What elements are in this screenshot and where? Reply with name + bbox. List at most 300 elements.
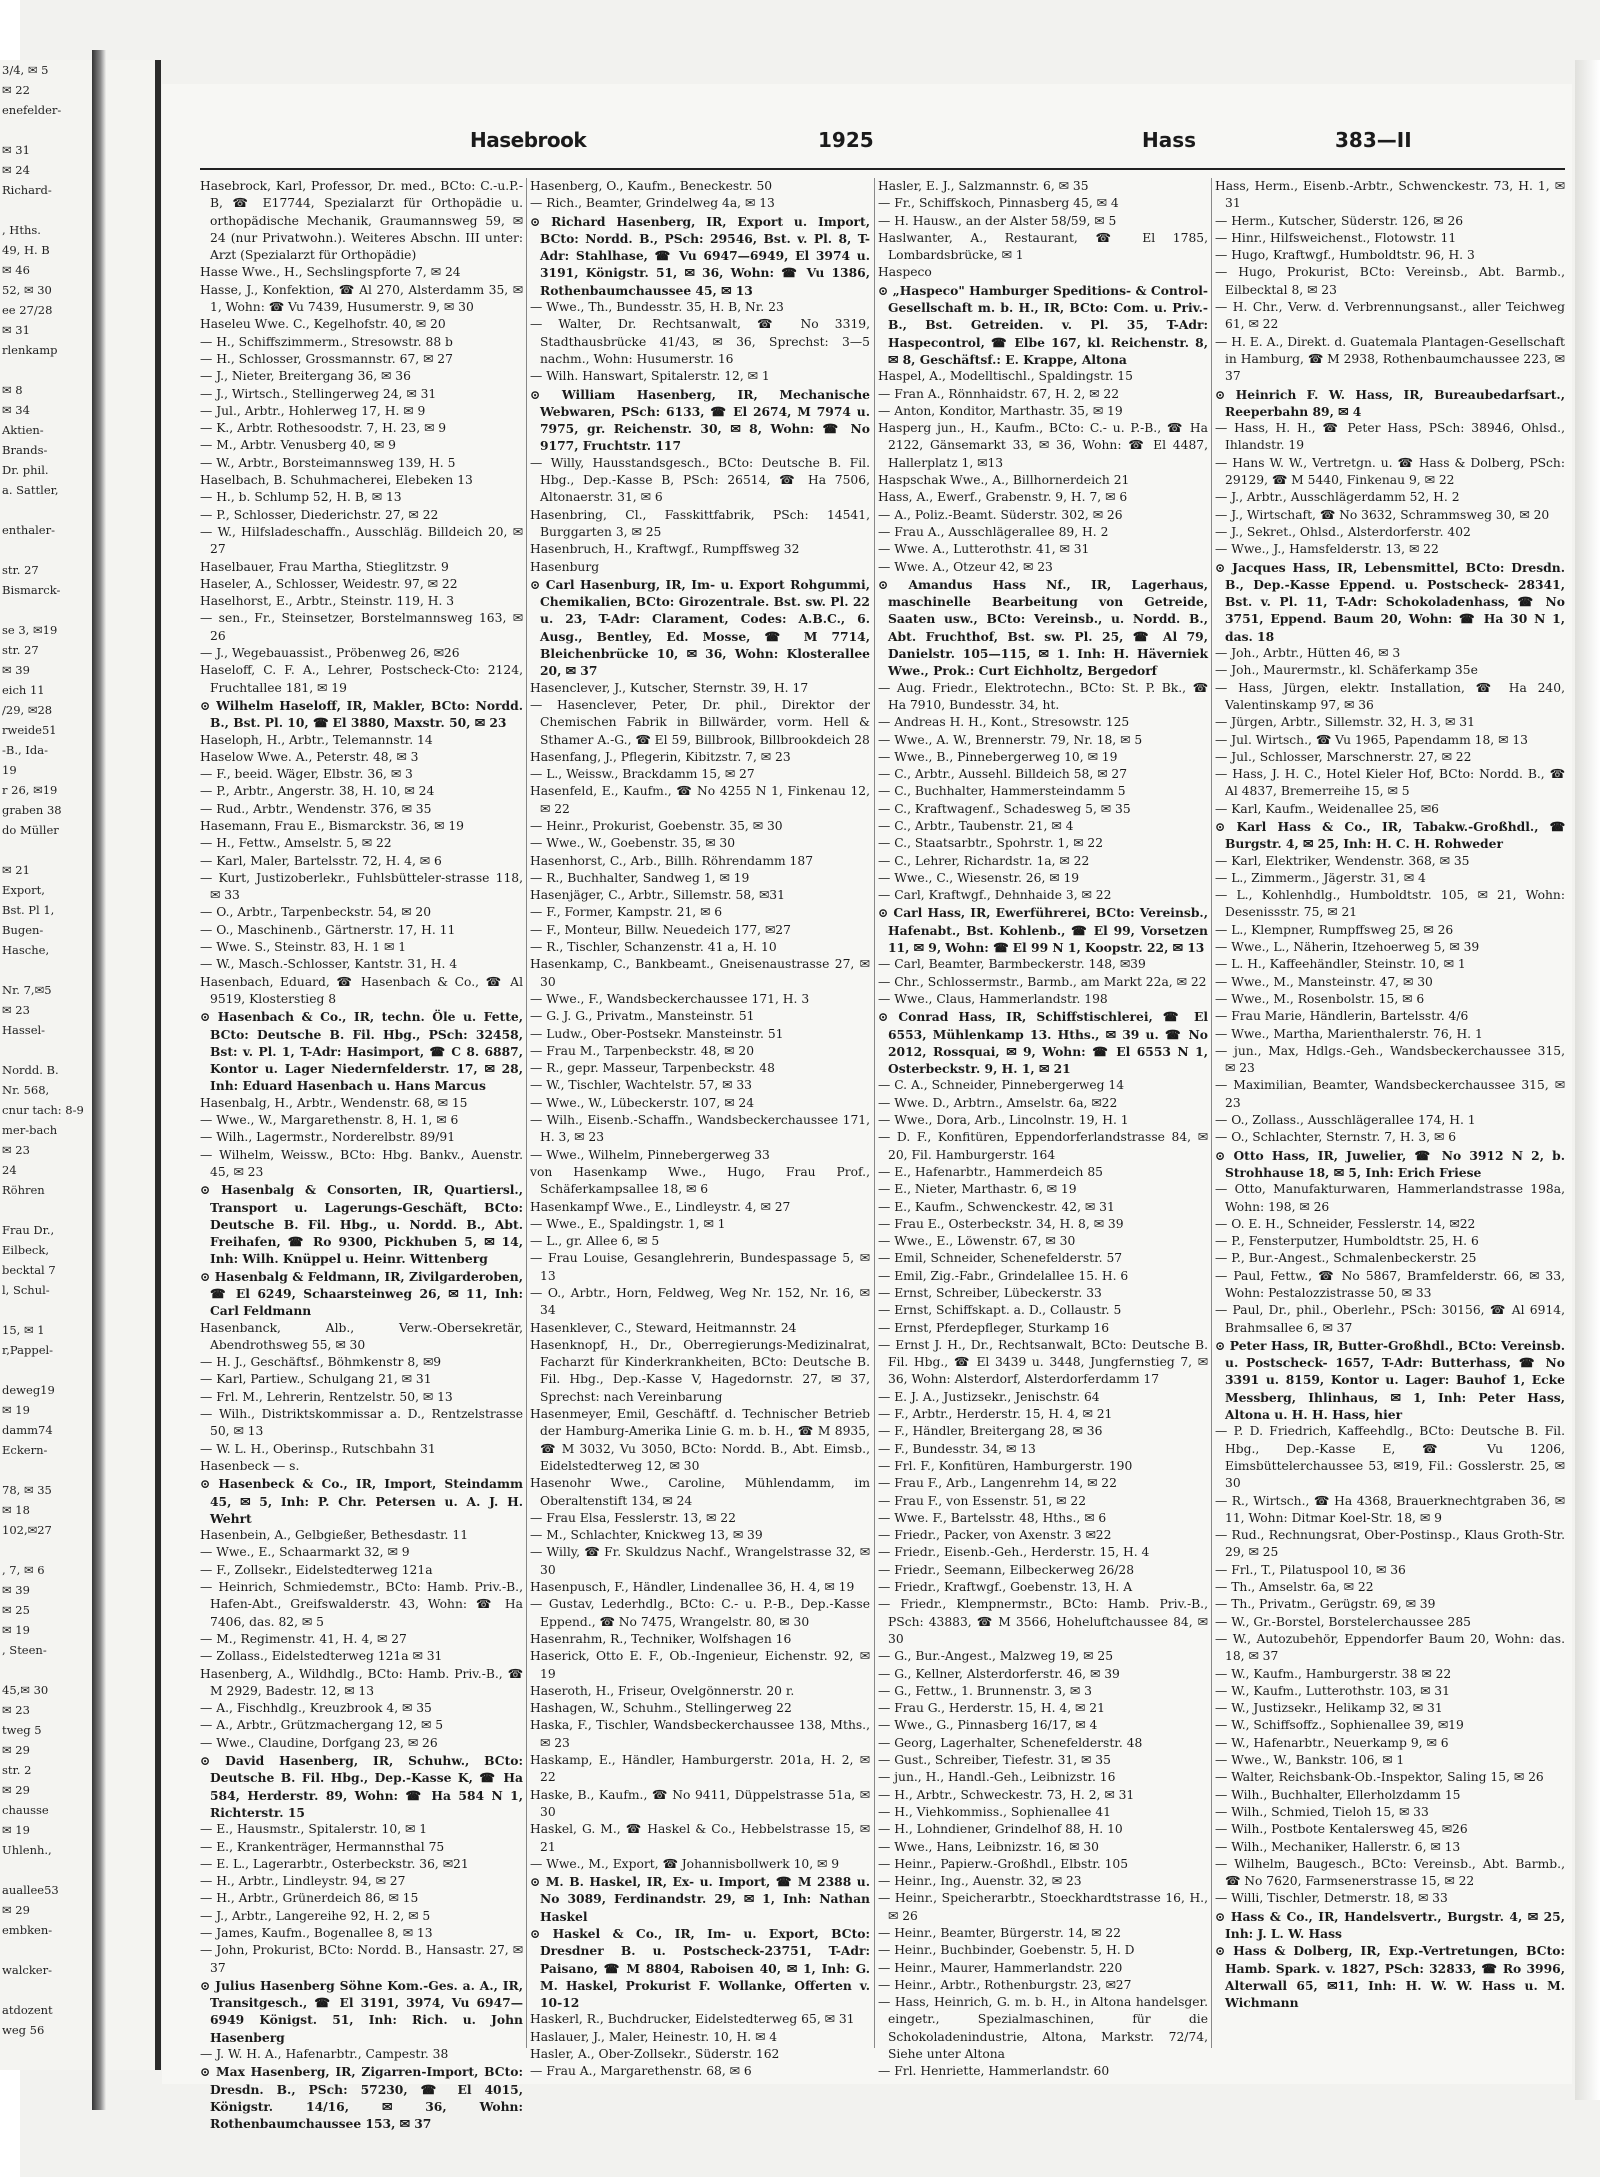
directory-entry: — Hugo, Kraftwgf., Humboldtstr. 96, H. 3 [1215, 248, 1475, 263]
directory-entry: — Wwe., E., Löwenstr. 67, ✉ 30 [878, 1234, 1076, 1249]
directory-entry: — Frl. F., Konfitüren, Hamburgerstr. 190 [878, 1458, 1133, 1473]
directory-entry: Hasler, A., Ober-Zollsekr., Süderstr. 162 [530, 2047, 780, 2062]
directory-entry: ⊙ Hass & Dolberg, IR, Exp.-Vertretungen, BCto: Hamb. Spark. v. 1827, PSch: 32833, ☎ Ro 3996, Alterwall 65, ✉11, Inh: H. W. W. Hass u. M. Wichmann [1215, 1943, 1565, 2011]
directory-entry: — O., Zollass., Ausschlägerallee 174, H. 1 [1215, 1113, 1476, 1128]
directory-entry: — Willy, Hausstandsgesch., BCto: Deutsche B. Fil. Hbg., Dep.-Kasse B, PSch: 26514, ☎ Ha 7506, Altonaerstr. 31, ✉ 6 [530, 455, 870, 505]
left-page-line [0, 360, 155, 380]
directory-entry: Haskel, G. M., ☎ Haskel & Co., Hebbelstrasse 15, ✉ 21 [530, 1822, 870, 1854]
directory-entry: — Friedr., Kraftwgf., Goebenstr. 13, H. A [878, 1580, 1133, 1595]
directory-entry: Hasse, J., Konfektion, ☎ Al 270, Alsterdamm 35, ✉ 1, Wohn: ☎ Vu 7439, Husumerstr. 9, ✉ 30 [200, 282, 523, 315]
directory-entry: — Maximilian, Beamter, Wandsbeckerchaussee 315, ✉ 23 [1215, 1078, 1565, 1110]
column-3 [878, 178, 1208, 2079]
directory-entry: Hasperg jun., H., Kaufm., BCto: C.- u. P.-B., ☎ Ha 2122, Gänsemarkt 33, ✉ 36, Wohn: ☎ El 4487, Hallerplatz 1, ✉13 [878, 421, 1208, 470]
left-page-line: ✉ 39 [2, 663, 30, 677]
directory-entry: — W., Masch.-Schlosser, Kantstr. 31, H. 4 [200, 957, 458, 972]
column-divider [874, 178, 875, 2048]
directory-entry: ⊙ Hasenbeck & Co., IR, Import, Steindamm 45, ✉ 5, Inh: P. Chr. Petersen u. A. J. H. Wehrt [200, 1476, 523, 1526]
directory-entry: — Frau Elsa, Fesslerstr. 13, ✉ 22 [530, 1510, 736, 1525]
directory-entry: Haslauer, J., Maler, Heinestr. 10, H. ✉ 4 [530, 2029, 778, 2044]
directory-entry: Haserick, Otto E. F., Ob.-Ingenieur, Eichenstr. 92, ✉ 19 [530, 1649, 870, 1681]
left-page-line: do Müller [2, 823, 59, 837]
left-page-line: ✉ 18 [2, 1503, 30, 1517]
directory-entry: Hasenmeyer, Emil, Geschäftf. d. Technischer Betrieb der Hamburg-Amerika Linie G. m. b. H., ☎ M 8935, ☎ M 3032, Vu 3050, BCto: Nordd. B., Abt. Eimsb., Eidelstedterweg 12, ✉ 30 [530, 1407, 870, 1473]
left-page-line: eich 11 [2, 683, 45, 697]
directory-entry: — W., Autozubehör, Eppendorfer Baum 20, Wohn: das. 18, ✉ 37 [1215, 1631, 1565, 1664]
directory-entry: — Wilhelm, Weissw., BCto: Hbg. Bankv., Auenstr. 45, ✉ 23 [200, 1147, 523, 1179]
directory-entry: ⊙ Julius Hasenberg Söhne Kom.-Ges. a. A., IR, Transitgesch., ☎ El 3191, 3974, Vu 6947—6949 Königst. 51, Inh: Rich. u. John Hasenberg [200, 1977, 523, 2045]
directory-entry: Hasemann, Frau E., Bismarckstr. 36, ✉ 19 [200, 818, 464, 833]
directory-entry: Hasenklever, C., Steward, Heitmannstr. 24 [530, 1320, 797, 1335]
directory-entry: — P., Arbtr., Angerstr. 38, H. 10, ✉ 24 [200, 784, 435, 799]
directory-entry: — Hass, J. H. C., Hotel Kieler Hof, BCto: Nordd. B., ☎ Al 4837, Bremerreihe 15, ✉ 5 [1215, 767, 1565, 799]
left-page-line: ✉ 22 [2, 83, 30, 97]
directory-entry: Hasenbanck, Alb., Verw.-Obersekretär, Abendrothsweg 55, ✉ 30 [200, 1320, 523, 1352]
directory-entry: ⊙ Hasenbalg & Consorten, IR, Quartiersl., Transport u. Lagerungs-Geschäft, BCto: Deutsche B. Fil. Hbg., u. Nordd. B., Abt. Freihafen, ☎ Ro 9300, Pickhuben 5, ✉ 14, Inh: Wilh. Knüppel u. Heinr. Wittenberg [200, 1182, 523, 1267]
directory-entry: — Wwe., M., Rosenbolstr. 15, ✉ 6 [1215, 991, 1425, 1006]
left-page-line: 15, ✉ 1 [2, 1323, 45, 1337]
directory-entry: — F., Former, Kampstr. 21, ✉ 6 [530, 905, 723, 920]
directory-entry: — Wilh., Mechaniker, Hallerstr. 6, ✉ 13 [1215, 1839, 1461, 1854]
left-page-line: Bst. Pl 1, [2, 903, 55, 917]
left-page-line: Eilbeck, [2, 1243, 49, 1257]
directory-entry: — W., Hilfsladeschaffn., Ausschläg. Billdeich 20, ✉ 27 [200, 524, 523, 557]
left-page-line: embken- [2, 1923, 53, 1937]
directory-entry: Hasenbruch, H., Kraftwgf., Rumpffsweg 32 [530, 542, 800, 557]
directory-entry: — Hass, H. H., ☎ Peter Hass, PSch: 38946, Ohlsd., Ihlandstr. 19 [1215, 421, 1565, 453]
left-page-line [0, 1980, 155, 2000]
directory-entry: — P., Bur.-Angest., Schmalenbeckerstr. 25 [1215, 1251, 1477, 1266]
left-page-line: 52, ✉ 30 [2, 283, 52, 297]
directory-entry: — Frau Louise, Gesanglehrerin, Bundespassage 5, ✉ 13 [530, 1251, 870, 1283]
directory-entry: — H. Hausw., an der Alster 58/59, ✉ 5 [878, 213, 1117, 228]
directory-entry: Haskamp, E., Händler, Hamburgerstr. 201a, H. 2, ✉ 22 [530, 1753, 870, 1785]
directory-entry: — Karl, Kaufm., Weidenallee 25, ✉6 [1215, 801, 1439, 816]
directory-entry: — M., Regimenstr. 41, H. 4, ✉ 27 [200, 1631, 407, 1646]
directory-entry: — Frl. Henriette, Hammerlandstr. 60 [878, 2064, 1110, 2079]
directory-entry: ⊙ Peter Hass, IR, Butter-Großhdl., BCto: Vereinsb. u. Postscheck- 1657, T-Adr: Butterhass, ☎ No 3391 u. 8159, Kontor u. Lager: Bauhof 1, Ecke Messberg, Ihlinhaus, ✉ 1, Inh: Peter Hass, Altona u. H. H. Hass, hier [1215, 1337, 1565, 1423]
directory-entry: — H. J., Geschäftsf., Böhmkenstr 8, ✉9 [200, 1355, 442, 1370]
left-page-line: Eckern- [2, 1443, 48, 1457]
directory-entry: — Wwe., E., Schaarmarkt 32, ✉ 9 [200, 1545, 410, 1560]
left-page-line: mer-bach [2, 1123, 58, 1137]
directory-entry: — Frl. M., Lehrerin, Rentzelstr. 50, ✉ 13 [200, 1389, 453, 1404]
left-page-line [0, 200, 155, 220]
directory-entry: — J., Nieter, Breitergang 36, ✉ 36 [200, 369, 411, 384]
directory-entry: — K., Arbtr. Rothesoodstr. 7, H. 23, ✉ 9 [200, 421, 447, 436]
directory-entry: — C., Buchhalter, Hammersteindamm 5 [878, 784, 1126, 799]
directory-entry: Hasenohr Wwe., Caroline, Mühlendamm, im Oberaltenstift 134, ✉ 24 [530, 1476, 870, 1508]
directory-entry: — Wilh., Distriktskommissar a. D., Rentzelstrasse 50, ✉ 13 [200, 1407, 523, 1439]
directory-entry: ⊙ Carl Hass, IR, Ewerführerei, BCto: Vereinsb., Hafenabt., Bst. Kohlenb., ☎ El 99, Vorsetzen 11, ✉ 9, Wohn: ☎ El 99 N 1, Koopstr. 22, ✉ 13 [878, 905, 1208, 956]
directory-entry: — jun., Max, Hdlgs.-Geh., Wandsbeckerchaussee 315, ✉ 23 [1215, 1043, 1565, 1076]
left-page-line [0, 1660, 155, 1680]
directory-entry: — E., Nieter, Marthastr. 6, ✉ 19 [878, 1182, 1077, 1197]
left-page-line: a. Sattler, [2, 483, 59, 497]
directory-entry: — C., Arbtr., Aussehl. Billdeich 58, ✉ 27 [878, 767, 1128, 782]
directory-entry: — Walter, Dr. Rechtsanwalt, ☎ No 3319, Stadthausbrücke 41/43, ✉ 36, Sprechst: 3—5 nachm., Wohn: Husumerstr. 16 [530, 317, 870, 366]
directory-entry: — Hans W. W., Vertretgn. u. ☎ Hass & Dolberg, PSch: 29129, ☎ M 5440, Finkenau 9, ✉ 22 [1215, 455, 1565, 488]
directory-entry: — Rich., Beamter, Grindelweg 4a, ✉ 13 [530, 196, 775, 211]
directory-entry: Haseloph, H., Arbtr., Telemannstr. 14 [200, 732, 433, 747]
directory-entry: — James, Kaufm., Bogenallee 8, ✉ 13 [200, 1925, 433, 1940]
directory-entry: Hasenknopf, H., Dr., Oberregierungs-Medizinalrat, Facharzt für Kinderkrankheiten, BCto: Deutsche B. Fil. Hbg., Dep.-Kasse V, Hagedornstr. 27, ✉ 37, Sprechst: nach Vereinbarung [530, 1337, 870, 1404]
adjacent-page-fragment [0, 60, 161, 2070]
directory-entry: — F., Arbtr., Herderstr. 15, H. 4, ✉ 21 [878, 1407, 1113, 1422]
directory-entry: — O., Schlachter, Sternstr. 7, H. 3, ✉ 6 [1215, 1130, 1457, 1145]
directory-entry: — Hass, Heinrich, G. m. b. H., in Altona handelsger. eingetr., Spezialmaschinen, für die Schokoladenindustrie, Altona, Markstr. 72/74, Siehe unter Altona [878, 1995, 1208, 2062]
directory-entry: — E. J. A., Justizsekr., Jenischstr. 64 [878, 1389, 1100, 1404]
left-page-line: str. 27 [2, 643, 39, 657]
directory-entry: — G., Bur.-Angest., Malzweg 19, ✉ 25 [878, 1649, 1114, 1664]
directory-entry: — W. L. H., Oberinsp., Rutschbahn 31 [200, 1441, 436, 1456]
left-page-line: ✉ 23 [2, 1003, 30, 1017]
directory-entry: — C., Staatsarbtr., Spohrstr. 1, ✉ 22 [878, 836, 1104, 851]
directory-entry: — Carl, Kraftwgf., Dehnhaide 3, ✉ 22 [878, 888, 1112, 903]
left-page-line: Bugen- [2, 923, 44, 937]
directory-entry: — Wwe. A., Lutterothstr. 41, ✉ 31 [878, 542, 1090, 557]
directory-entry: — Jul., Arbtr., Hohlerweg 17, H. ✉ 9 [200, 403, 426, 418]
directory-entry: — Jürgen, Arbtr., Sillemstr. 32, H. 3, ✉ 31 [1215, 715, 1475, 730]
directory-entry: — F., Bundesstr. 34, ✉ 13 [878, 1441, 1036, 1456]
column-divider [526, 178, 527, 2048]
left-page-line: ✉ 19 [2, 1623, 30, 1637]
left-page-line: ee 27/28 [2, 303, 53, 317]
left-page-line: ✉ 23 [2, 1703, 30, 1717]
directory-entry: Hasenburg [530, 559, 600, 574]
left-page-line: 45,✉ 30 [2, 1683, 49, 1697]
directory-entry: Hasenberg, O., Kaufm., Beneckestr. 50 [530, 179, 773, 193]
left-page-line: /29, ✉28 [2, 703, 53, 717]
left-page-line: damm74 [2, 1423, 53, 1437]
directory-entry: — Heinr., Papierw.-Großhdl., Elbstr. 105 [878, 1856, 1129, 1871]
directory-entry: — Wwe., M., Export, ☎ Johannisbollwerk 10, ✉ 9 [530, 1856, 840, 1871]
column-divider [1211, 178, 1212, 2048]
directory-entry: — Wwe., W., Bankstr. 106, ✉ 1 [1215, 1753, 1405, 1768]
directory-entry: — Wwe., M., Mansteinstr. 47, ✉ 30 [1215, 974, 1433, 989]
directory-entry: ⊙ M. B. Haskel, IR, Ex- u. Import, ☎ M 2388 u. No 3089, Ferdinandstr. 29, ✉ 1, Inh: Nathan Haskel [530, 1874, 870, 1924]
directory-entry: Haseler, A., Schlosser, Weidestr. 97, ✉ 22 [200, 576, 458, 591]
directory-entry: — R., Wirtsch., ☎ Ha 4368, Brauerknechtgraben 36, ✉ 11, Wohn: Ditmar Koel-Str. 18, ✉ 9 [1215, 1493, 1565, 1525]
directory-entry: — Heinr., Prokurist, Goebenstr. 35, ✉ 30 [530, 818, 783, 833]
left-page-line: ✉ 34 [2, 403, 30, 417]
directory-entry: — jun., H., Handl.-Geh., Leibnizstr. 16 [878, 1770, 1116, 1785]
directory-entry: — Frl., T., Pilatuspool 10, ✉ 36 [1215, 1562, 1406, 1577]
directory-entry: — H. E. A., Direkt. d. Guatemala Plantagen-Gesellschaft in Hamburg, ☎ M 2938, Rothenbaumchaussee 223, ✉ 37 [1215, 334, 1565, 384]
directory-entry: — E., Kaufm., Schwenckestr. 42, ✉ 31 [878, 1199, 1115, 1214]
directory-entry: Hass, Herm., Eisenb.-Arbtr., Schwenckestr. 73, H. 1, ✉ 31 [1215, 179, 1565, 211]
directory-entry: Hasenfeld, E., Kaufm., ☎ No 4255 N 1, Finkenau 12, ✉ 22 [530, 784, 870, 816]
directory-entry: ⊙ Karl Hass & Co., IR, Tabakw.-Großhdl., ☎ Burgstr. 4, ✉ 25, Inh: H. C. H. Rohweder [1215, 818, 1565, 852]
directory-entry: — Wwe., Hans, Leibnizstr. 16, ✉ 30 [878, 1839, 1099, 1854]
page-edge [1575, 60, 1600, 2100]
directory-entry: — J., Arbtr., Langereihe 92, H. 2, ✉ 5 [200, 1908, 431, 1923]
directory-entry: Hasse Wwe., H., Sechslingspforte 7, ✉ 24 [200, 265, 461, 280]
directory-entry: — A., Poliz.-Beamt. Süderstr. 302, ✉ 26 [878, 507, 1123, 522]
left-page-line: walcker- [2, 1963, 52, 1977]
left-page-line: Brands- [2, 443, 48, 457]
left-page-line: Nordd. B. [2, 1063, 59, 1077]
left-page-line: graben 38 [2, 803, 62, 817]
directory-entry: — H., b. Schlump 52, H. B, ✉ 13 [200, 490, 402, 505]
column-4 [1215, 178, 1565, 2058]
directory-entry: — Rud., Rechnungsrat, Ober-Postinsp., Klaus Groth-Str. 29, ✉ 25 [1215, 1528, 1565, 1560]
directory-entry: — Friedr., Eisenb.-Geh., Herderstr. 15, H. 4 [878, 1545, 1150, 1560]
left-page-line: ✉ 8 [2, 383, 23, 397]
left-page-line: ✉ 19 [2, 1403, 30, 1417]
left-page-line [0, 500, 155, 520]
directory-entry: — Heinrich, Schmiedemstr., BCto: Hamb. Priv.-B., Hafen-Abt., Greifswalderstr. 43, Wohn: ☎ Ha 7406, das. 82, ✉ 5 [200, 1580, 523, 1629]
left-page-line: chausse [2, 1803, 49, 1817]
directory-entry: — Herm., Kutscher, Süderstr. 126, ✉ 26 [1215, 213, 1464, 228]
directory-entry: Hasenjäger, C., Arbtr., Sillemstr. 58, ✉31 [530, 888, 785, 903]
directory-entry: — Ernst J. H., Dr., Rechtsanwalt, BCto: Deutsche B. Fil. Hbg., ☎ El 3439 u. 3448, Jungfernstieg 7, ✉ 36, Wohn: Alsterdorf, Alsterdorferdamm 17 [878, 1337, 1208, 1387]
directory-entry: — H., Arbtr., Schweckestr. 73, H. 2, ✉ 31 [878, 1787, 1135, 1802]
directory-entry: — Heinr., Buchbinder, Goebenstr. 5, H. D [878, 1943, 1135, 1958]
directory-entry: Hasenkamp, C., Bankbeamt., Gneisenaustrasse 27, ✉ 30 [530, 957, 870, 989]
directory-entry: Haske, B., Kaufm., ☎ No 9411, Düppelstrasse 51a, ✉ 30 [530, 1787, 870, 1819]
directory-entry: — Hugo, Prokurist, BCto: Vereinsb., Abt. Barmb., Eilbecktal 8, ✉ 23 [1215, 265, 1565, 297]
directory-entry: — P., Schlosser, Diederichstr. 27, ✉ 22 [200, 507, 439, 522]
directory-entry: — O., Maschinenb., Gärtnerstr. 17, H. 11 [200, 922, 456, 937]
directory-entry: — O., Arbtr., Tarpenbeckstr. 54, ✉ 20 [200, 905, 432, 920]
left-page-line: Bismarck- [2, 583, 61, 597]
header-year: 1925 [818, 128, 874, 152]
left-page-line: -B., Ida- [2, 743, 48, 757]
directory-entry: — Wwe., B., Pinnebergerweg 10, ✉ 19 [878, 749, 1118, 764]
directory-entry: — H., Schlosser, Grossmannstr. 67, ✉ 27 [200, 351, 453, 366]
directory-entry: — J., Sekret., Ohlsd., Alsterdorferstr. 402 [1215, 524, 1471, 539]
directory-entry: — W., Kaufm., Hamburgerstr. 38 ✉ 22 [1215, 1666, 1452, 1681]
directory-entry: ⊙ Max Hasenberg, IR, Zigarren-Import, BCto: Dresdn. B., PSch: 57230, ☎ El 4015, Königstr. 14/16, ✉ 36, Wohn: Rothenbaumchaussee 153, ✉ 37 [200, 2064, 523, 2132]
directory-entry: — Rud., Arbtr., Wendenstr. 376, ✉ 35 [200, 801, 432, 816]
directory-entry: — Kurt, Justizoberlekr., Fuhlsbütteler-strasse 118, ✉ 33 [200, 870, 523, 903]
directory-entry: — Th., Privatm., Gerügstr. 69, ✉ 39 [1215, 1597, 1436, 1612]
directory-entry: — Wilhelm, Baugesch., BCto: Vereinsb., Abt. Barmb., ☎ No 7620, Farmsenerstrasse 15, ✉ 22 [1215, 1856, 1565, 1889]
directory-entry: — Georg, Lagerhalter, Schenefelderstr. 48 [878, 1735, 1143, 1750]
directory-entry: — J. W. H. A., Hafenarbtr., Campestr. 38 [200, 2047, 449, 2062]
directory-entry: — Wilh., Lagermstr., Norderelbstr. 89/91 [200, 1130, 456, 1145]
left-page-line: ✉ 39 [2, 1583, 30, 1597]
directory-entry: — Wilh., Schmied, Tieloh 15, ✉ 33 [1215, 1804, 1429, 1819]
left-page-line: Nr. 7,✉5 [2, 983, 52, 997]
directory-entry: Haspeco [878, 265, 932, 280]
directory-entry: — W., Schiffsoffz., Sophienallee 39, ✉19 [1215, 1718, 1464, 1733]
directory-entry: — Wwe. D., Arbtrn., Amselstr. 6a, ✉22 [878, 1095, 1118, 1110]
left-page-line: 19 [2, 763, 17, 777]
directory-entry: — Joh., Arbtr., Hütten 46, ✉ 3 [1215, 646, 1401, 661]
directory-entry: — Wwe., J., Hamsfelderstr. 13, ✉ 22 [1215, 542, 1439, 557]
directory-entry: ⊙ Jacques Hass, IR, Lebensmittel, BCto: Dresdn. B., Dep.-Kasse Eppend. u. Postscheck- 28341, Bst. v. Pl. 11, T-Adr: Schokoladenhass, ☎ No 3751, Eppend. Baum 20, Wohn: ☎ Ha 30 N 1, das. 18 [1215, 559, 1565, 644]
directory-entry: — Wilh., Eisenb.-Schaffn., Wandsbeckerchaussee 171, H. 3, ✉ 23 [530, 1113, 870, 1145]
directory-entry: — J., Wirtschaft, ☎ No 3632, Schrammsweg 30, ✉ 20 [1215, 507, 1550, 522]
directory-entry: — H., Arbtr., Lindleystr. 94, ✉ 27 [200, 1874, 406, 1889]
directory-entry: — Anton, Konditor, Marthastr. 35, ✉ 19 [878, 403, 1123, 418]
directory-entry: Hass, A., Ewerf., Grabenstr. 9, H. 7, ✉ 6 [878, 490, 1128, 505]
directory-entry: Hasenclever, J., Kutscher, Sternstr. 39, H. 17 [530, 680, 809, 695]
directory-entry: — H., Fettw., Amselstr. 5, ✉ 22 [200, 836, 392, 851]
directory-entry: — Frau E., Osterbeckstr. 34, H. 8, ✉ 39 [878, 1216, 1124, 1231]
left-page-line: 78, ✉ 35 [2, 1483, 52, 1497]
left-page-line: Uhlenh., [2, 1843, 52, 1857]
left-page-line: enefelder- [2, 103, 62, 117]
directory-entry: — Wilh., Buchhalter, Ellerholzdamm 15 [1215, 1787, 1461, 1802]
directory-entry: — W., Tischler, Wachtelstr. 57, ✉ 33 [530, 1078, 753, 1093]
left-page-line: auallee53 [2, 1883, 59, 1897]
directory-entry: — W., Hafenarbtr., Neuerkamp 9, ✉ 6 [1215, 1735, 1449, 1750]
directory-entry: Haskerl, R., Buchdrucker, Eidelstedterweg 65, ✉ 31 [530, 2012, 855, 2027]
directory-entry: — R., gepr. Masseur, Tarpenbeckstr. 48 [530, 1061, 775, 1076]
directory-entry: — M., Schlachter, Knickweg 13, ✉ 39 [530, 1528, 763, 1543]
directory-entry: — Frau G., Herderstr. 15, H. 4, ✉ 21 [878, 1701, 1105, 1716]
directory-entry: — G. J. G., Privatm., Mansteinstr. 51 [530, 1009, 755, 1024]
directory-entry: — L., Klempner, Rumpffsweg 25, ✉ 26 [1215, 922, 1454, 937]
directory-entry: — Wwe., L., Näherin, Itzehoerweg 5, ✉ 39 [1215, 940, 1480, 955]
directory-entry: — F., Monteur, Billw. Neuedeich 177, ✉27 [530, 922, 791, 937]
left-page-line: , Hths. [2, 223, 41, 237]
directory-entry: ⊙ Conrad Hass, IR, Schiffstischlerei, ☎ El 6553, Mühlenkamp 13. Hths., ✉ 39 u. ☎ No 2012, Rossquai, ✉ 9, Wohn: ☎ El 6553 N 1, Osterbeckstr. 9, H. 1, ✉ 21 [878, 1009, 1208, 1077]
directory-entry: — C., Lehrer, Richardstr. 1a, ✉ 22 [878, 853, 1090, 868]
directory-entry: — H., Arbtr., Grünerdeich 86, ✉ 15 [200, 1891, 419, 1906]
directory-entry: — M., Arbtr. Venusberg 40, ✉ 9 [200, 438, 396, 453]
left-page-line: 49, H. B [2, 243, 50, 257]
left-page-line: str. 27 [2, 563, 39, 577]
directory-entry: — Heinr., Speicherarbtr., Stoeckhardtstrasse 16, H., ✉ 26 [878, 1891, 1208, 1923]
directory-entry: — Fr., Schiffskoch, Pinnasberg 45, ✉ 4 [878, 196, 1119, 211]
directory-entry: ⊙ Carl Hasenburg, IR, Im- u. Export Rohgummi, Chemikalien, BCto: Girozentrale. Bst. sw. Pl. 22 u. 23, T-Adr: Clarament, Codes: A.B.C., 6. Ausg., Bentley, Ed. Mosse, ☎ M 7714, Bleichenbrücke 10, ✉ 36, Wohn: Klosterallee 20, ✉ 37 [530, 576, 870, 679]
directory-entry: — Paul, Dr., phil., Oberlehr., PSch: 30156, ☎ Al 6914, Brahmsallee 6, ✉ 37 [1215, 1303, 1565, 1335]
directory-entry: Hasenberg, A., Wildhdlg., BCto: Hamb. Priv.-B., ☎ M 2929, Badestr. 12, ✉ 13 [200, 1666, 523, 1698]
directory-entry: Hasebrock, Karl, Professor, Dr. med., BCto: C.-u.P.-B, ☎ E17744, Spezialarzt für Orthopädie u. orthopädische Mechanik, Graumannsweg 59, ✉ 24 (nur Privatwohn.). Weiteres Abschn. III unter: Arzt (Spezialarzt für Orthopädie) [200, 179, 523, 263]
directory-entry: — Karl, Maler, Bartelsstr. 72, H. 4, ✉ 6 [200, 853, 442, 868]
left-page-line: weg 56 [2, 2023, 45, 2037]
left-page-line: 102,✉27 [2, 1523, 52, 1537]
left-page-line: ✉ 25 [2, 1603, 30, 1617]
left-page-line: ✉ 46 [2, 263, 30, 277]
directory-entry: — Wilh., Postbote Kentalersweg 45, ✉26 [1215, 1822, 1468, 1837]
directory-entry: — Wwe., Martha, Marienthalerstr. 76, H. 1 [1215, 1026, 1483, 1041]
directory-entry: — L., Weissw., Brackdamm 15, ✉ 27 [530, 767, 755, 782]
directory-entry: — L., Kohlenhdlg., Humboldtstr. 105, ✉ 21, Wohn: Desenissstr. 75, ✉ 21 [1215, 888, 1565, 920]
directory-entry: — Karl, Partiew., Schulgang 21, ✉ 31 [200, 1372, 432, 1387]
directory-entry: — Frau A., Margarethenstr. 68, ✉ 6 [530, 2064, 752, 2079]
left-page-line: , 7, ✉ 6 [2, 1563, 45, 1577]
directory-entry: — H., Viehkommiss., Sophienallee 41 [878, 1804, 1111, 1819]
directory-entry: — Wilh. Hanswart, Spitalerstr. 12, ✉ 1 [530, 369, 770, 384]
left-page-line [0, 1300, 155, 1320]
directory-entry: — R., Tischler, Schanzenstr. 41 a, H. 10 [530, 940, 777, 955]
directory-entry: ⊙ Hasenbach & Co., IR, techn. Öle u. Fette, BCto: Deutsche B. Fil. Hbg., PSch: 32458, Bst: v. Pl. 1, T-Adr: Hasimport, ☎ C 8. 6887, Kontor u. Lager Niedernfelderstr. 17, ✉ 28, Inh: Eduard Hasenbach u. Hans Marcus [200, 1009, 523, 1094]
directory-entry: — Emil, Zig.-Fabr., Grindelallee 15. H. 6 [878, 1268, 1129, 1283]
left-page-line: enthaler- [2, 523, 55, 537]
directory-entry: — sen., Fr., Steinsetzer, Borstelmannsweg 163, ✉ 26 [200, 611, 523, 643]
directory-entry: — Andreas H. H., Kont., Stresowstr. 125 [878, 715, 1130, 730]
directory-entry: ⊙ „Haspeco" Hamburger Speditions- & Control-Gesellschaft m. b. H., IR, BCto: Com. u. Priv.-B., Bst. Getreiden. v. Pl. 35, T-Adr: Haspecontrol, ☎ Elbe 167, kl. Reichenstr. 8, ✉ 8, Geschäftsf.: E. Krappe, Altona [878, 282, 1208, 367]
directory-entry: — Wwe., W., Goebenstr. 35, ✉ 30 [530, 836, 736, 851]
directory-entry: Hasenfang, J., Pflegerin, Kibitzstr. 7, ✉ 23 [530, 749, 791, 764]
directory-entry: — P., Fensterputzer, Humboldtstr. 25, H. 6 [1215, 1234, 1479, 1249]
directory-entry: — Frau F., Arb., Langenrehm 14, ✉ 22 [878, 1476, 1117, 1491]
left-page-line: Hassel- [2, 1023, 46, 1037]
directory-entry: Haslwanter, A., Restaurant, ☎ El 1785, Lombardsbrücke, ✉ 1 [878, 230, 1208, 263]
left-page-line [0, 1940, 155, 1960]
directory-entry: ⊙ Hass & Co., IR, Handelsvertr., Burgstr. 4, ✉ 25, Inh: J. L. W. Hass [1215, 1908, 1565, 1941]
directory-entry: Haseloff, C. F. A., Lehrer, Postscheck-Cto: 2124, Fruchtallee 181, ✉ 19 [200, 663, 523, 695]
directory-entry: — H., Lohndiener, Grindelhof 88, H. 10 [878, 1822, 1123, 1837]
directory-entry: — Fran A., Rönnhaidstr. 67, H. 2, ✉ 22 [878, 386, 1120, 401]
directory-entry: — Aug. Friedr., Elektrotechn., BCto: St. P. Bk., ☎ Ha 7910, Bundesstr. 34, ht. [878, 680, 1208, 712]
directory-entry: — E., Hafenarbtr., Hammerdeich 85 [878, 1164, 1103, 1179]
directory-entry: Haseroth, H., Friseur, Ovelgönnerstr. 20 r. [530, 1683, 795, 1698]
directory-entry: — John, Prokurist, BCto: Nordd. B., Hansastr. 27, ✉ 37 [200, 1943, 523, 1975]
directory-entry: — Carl, Beamter, Barmbeckerstr. 148, ✉39 [878, 957, 1146, 972]
directory-entry: — Hass, Jürgen, elektr. Installation, ☎ Ha 240, Valentinskamp 97, ✉ 36 [1215, 680, 1565, 712]
directory-entry: Haspel, A., Modelltischl., Spaldingstr. 15 [878, 369, 1133, 384]
left-page-line: r 26, ✉19 [2, 783, 58, 797]
left-page-line: rweide51 [2, 723, 57, 737]
directory-entry: — P. D. Friedrich, Kaffeehdlg., BCto: Deutsche B. Fil. Hbg., Dep.-Kasse E, ☎ Vu 1206, Eimsbüttelerchaussee 53, ✉19, Fil.: Gosslerstr. 25, ✉ 30 [1215, 1424, 1565, 1491]
directory-entry: Haska, F., Tischler, Wandsbeckerchaussee 138, Mths., ✉ 23 [530, 1718, 870, 1750]
directory-entry: — Ernst, Pferdepfleger, Sturkamp 16 [878, 1320, 1110, 1335]
left-page-line: Export, [2, 883, 45, 897]
left-page-line [0, 1460, 155, 1480]
directory-entry: — Heinr., Arbtr., Rothenburgstr. 23, ✉27 [878, 1977, 1132, 1992]
left-page-line: r,Pappel- [2, 1343, 54, 1357]
left-page-line: ✉ 29 [2, 1743, 30, 1757]
directory-entry: Hasenbalg, H., Arbtr., Wendenstr. 68, ✉ 15 [200, 1095, 468, 1110]
left-page-line: cnur tach: 8-9 [2, 1103, 84, 1117]
directory-entry: — J., Wegebauassist., Pröbenweg 26, ✉26 [200, 646, 460, 661]
directory-entry: Hashagen, W., Schuhm., Stellingerweg 22 [530, 1701, 792, 1716]
directory-entry: — Friedr., Packer, von Axenstr. 3 ✉22 [878, 1528, 1112, 1543]
directory-entry: — Wwe., Wilhelm, Pinnebergerweg 33 [530, 1147, 770, 1162]
directory-entry: — F., Händler, Breitergang 28, ✉ 36 [878, 1424, 1103, 1439]
directory-entry: — Frau F., von Essenstr. 51, ✉ 22 [878, 1493, 1087, 1508]
header-rule [200, 168, 1565, 170]
left-page-line [0, 1200, 155, 1220]
left-page-line: , Steen- [2, 1643, 47, 1657]
book-gutter [92, 50, 106, 2110]
left-page-line: ✉ 23 [2, 1143, 30, 1157]
directory-entry: — Frau M., Tarpenbeckstr. 48, ✉ 20 [530, 1043, 755, 1058]
column-1 [200, 178, 523, 2132]
directory-entry: — Chr., Schlossermstr., Barmb., am Markt 22a, ✉ 22 [878, 974, 1207, 989]
directory-entry: Haselbauer, Frau Martha, Stieglitzstr. 9 [200, 559, 449, 574]
directory-entry: — C. A., Schneider, Pinnebergerweg 14 [878, 1078, 1125, 1093]
directory-entry: — Otto, Manufakturwaren, Hammerlandstrasse 198a, Wohn: 198, ✉ 26 [1215, 1182, 1565, 1214]
left-page-line: ✉ 31 [2, 323, 30, 337]
directory-entry: — Emil, Schneider, Schenefelderstr. 57 [878, 1251, 1123, 1266]
directory-entry: ⊙ David Hasenberg, IR, Schuhw., BCto: Deutsche B. Fil. Hbg., Dep.-Kasse K, ☎ Ha 584, Herderstr. 89, Wohn: ☎ Ha 584 N 1, Richterstr. 15 [200, 1753, 523, 1820]
directory-entry: — Jul., Schlosser, Marschnerstr. 27, ✉ 22 [1215, 749, 1472, 764]
header-last-entry: Hass [1142, 128, 1197, 152]
directory-entry: — G., Fettw., 1. Brunnenstr. 3, ✉ 3 [878, 1683, 1092, 1698]
directory-entry: — W., Arbtr., Borsteimannsweg 139, H. 5 [200, 455, 456, 470]
directory-entry: — Wwe., Dora, Arb., Lincolnstr. 19, H. 1 [878, 1113, 1129, 1128]
directory-entry: Hasenpusch, F., Händler, Lindenallee 36, H. 4, ✉ 19 [530, 1580, 855, 1595]
directory-entry: — Heinr., Beamter, Bürgerstr. 14, ✉ 22 [878, 1925, 1121, 1940]
directory-entry: — Wwe., Claus, Hammerlandstr. 198 [878, 991, 1108, 1006]
left-page-line: se 3, ✉19 [2, 623, 58, 637]
directory-entry: — Wwe., W., Lübeckerstr. 107, ✉ 24 [530, 1095, 755, 1110]
directory-entry: — A., Fischhdlg., Kreuzbrook 4, ✉ 35 [200, 1701, 432, 1716]
directory-entry: — O., Arbtr., Horn, Feldweg, Weg Nr. 152, Nr. 16, ✉ 34 [530, 1286, 870, 1318]
directory-entry: — H., Schiffszimmerm., Stresowstr. 88 b [200, 334, 453, 349]
directory-entry: Hasenrahm, R., Techniker, Wolfshagen 16 [530, 1631, 792, 1646]
left-page-line: becktal 7 [2, 1263, 56, 1277]
directory-entry: — C., Arbtr., Taubenstr. 21, ✉ 4 [878, 818, 1074, 833]
column-2 [530, 178, 870, 2079]
directory-entry: — Zollass., Eidelstedterweg 121a ✉ 31 [200, 1649, 443, 1664]
